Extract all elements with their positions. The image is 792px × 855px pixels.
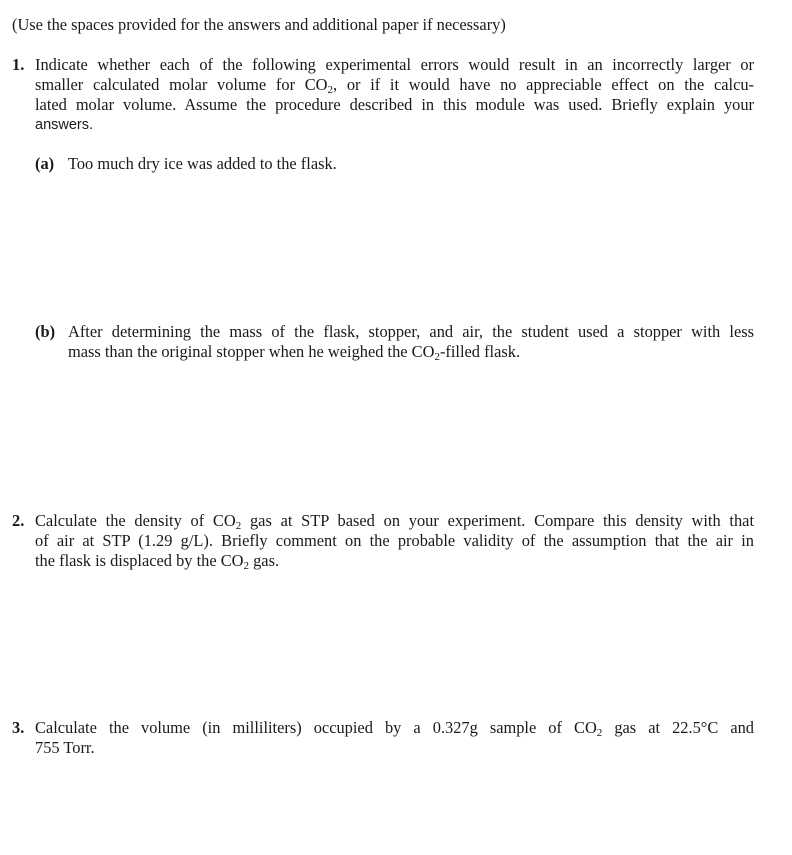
- question-1-part-a: [35, 154, 754, 174]
- part-a-label: (a): [35, 154, 55, 173]
- question-1: [12, 55, 754, 135]
- question-1-text: [35, 55, 754, 135]
- part-b-label: (b): [35, 322, 56, 341]
- part-b-line-2-end: -filled flask.: [439, 342, 521, 361]
- question-3: [12, 718, 754, 758]
- question-2-line-3: [35, 551, 754, 571]
- question-2-line-1-start: Calculate the density of CO: [35, 511, 236, 530]
- question-2-line-3-start: the flask is displaced by the CO: [35, 551, 244, 570]
- question-1-line-2-end: , or if it would have no appreciable effect on the calcu-: [333, 75, 754, 94]
- question-2-number: 2.: [12, 511, 25, 530]
- question-1-line-4: answers.: [35, 117, 94, 133]
- question-3-line-1-start: Calculate the volume (in milliliters) occupied by a 0.327g sample of CO: [35, 718, 597, 737]
- question-2-text: [35, 511, 754, 571]
- question-3-line-1-end: gas at 22.5°C and: [602, 718, 754, 737]
- question-3-number: 3.: [12, 718, 25, 737]
- part-a-text: Too much dry ice was added to the flask.: [68, 154, 337, 173]
- subscript: 2: [327, 84, 334, 96]
- part-b-line-2: [68, 342, 754, 362]
- question-1-number: 1.: [12, 55, 25, 74]
- question-2-line-3-end: gas.: [249, 551, 280, 570]
- question-2-line-1: [35, 511, 754, 531]
- part-b-line-1: After determining the mass of the flask, stopper, and air, the student used a stopper with less: [68, 322, 754, 341]
- part-b-line-2-start: mass than the original stopper when he weighed the CO: [68, 342, 435, 361]
- instructions-text: (Use the spaces provided for the answers and additional paper if necessary): [12, 15, 506, 34]
- question-1-line-3: lated molar volume. Assume the procedure described in this module was used. Briefly explain your: [35, 95, 754, 114]
- question-1-part-b: [35, 322, 754, 362]
- question-2-line-1-end: gas at STP based on your experiment. Compare this density with that: [241, 511, 755, 530]
- question-2: [12, 511, 754, 571]
- subscript: 2: [235, 520, 242, 532]
- subscript: 2: [434, 351, 440, 363]
- subscript: 2: [243, 560, 249, 572]
- question-1-line-1: Indicate whether each of the following experimental errors would result in an incorrectly larger or: [35, 55, 754, 74]
- part-b-text: [68, 322, 754, 362]
- question-1-line-2-start: smaller calculated molar volume for CO: [35, 75, 328, 94]
- question-2-line-2: of air at STP (1.29 g/L). Briefly comment on the probable validity of the assumption that the air in: [35, 531, 754, 550]
- question-3-text: [35, 718, 754, 758]
- question-3-line-2: 755 Torr.: [35, 738, 95, 757]
- subscript: 2: [596, 727, 603, 739]
- question-3-line-1: [35, 718, 754, 738]
- question-1-line-2: [35, 75, 754, 95]
